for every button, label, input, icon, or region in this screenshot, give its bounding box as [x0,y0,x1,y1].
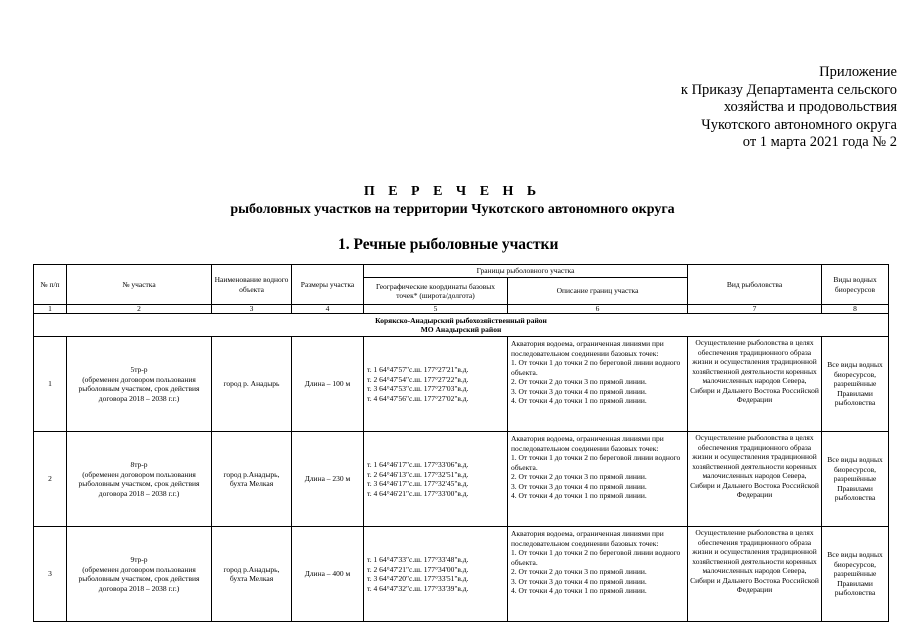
description-line: 2. От точки 2 до точки 3 по прямой линии. [511,377,647,386]
fishing-kind: Осуществление рыболовства в целях обеспечения традиционного образа жизни и осуществления традиционной хозяйственной деятельности коренных малочисленных народов Севера, Сибири и Дальнего Востока Российской Федерации [688,527,822,622]
site-number: 9тр-р [130,555,148,564]
document-subtitle: рыболовных участков на территории Чукотского автономного округа [230,202,675,217]
description-line: 1. От точки 1 до точки 2 по береговой линии водного объекта. [511,548,681,567]
description-line: 4. От точки 4 до точки 1 по прямой линии. [511,396,647,405]
coord-point: т. 1 64°47'57"с.ш. 177°27'21"в.д. [367,365,469,374]
header-row [34,265,889,278]
site-note: (обременен договором пользования рыболовным участком, срок действия договора 2018 – 2038 г.г.) [78,469,200,498]
table-row [34,432,889,527]
coord-point: т. 3 64°47'53"с.ш. 177°27'03"в.д. [367,384,469,393]
region-row [34,314,889,337]
site-cell [67,337,212,432]
description-line: 4. От точки 4 до точки 1 по прямой линии. [511,586,647,595]
description-line: Акватория водоема, ограниченная линиями при последовательном соединении базовых точек: [511,529,664,548]
header-boundaries: Границы рыболовного участка [364,265,688,278]
site-size: Длина – 230 м [292,432,364,527]
row-num: 2 [34,432,67,527]
description-line: Акватория водоема, ограниченная линиями при последовательном соединении базовых точек: [511,434,664,453]
description-line: 2. От точки 2 до точки 3 по прямой линии. [511,472,647,481]
coords-cell [364,432,508,527]
document-title: П Е Р Е Ч Е Н Ь [363,184,542,199]
fishing-kind: Осуществление рыболовства в целях обеспечения традиционного образа жизни и осуществления традиционной хозяйственной деятельности коренных малочисленных народов Севера, Сибири и Дальнего Востока Российской Федерации [688,337,822,432]
header-coords: Географические координаты базовых точек* (широта/долгота) [364,278,508,305]
description-line: 1. От точки 1 до точки 2 по береговой линии водного объекта. [511,453,681,472]
section-title: 1. Речные рыболовные участки [338,236,559,253]
coord-point: т. 4 64°46'21"с.ш. 177°33'00"в.д. [367,488,469,498]
site-number: 8тр-р [130,460,148,469]
header-water-body: Наименование водного объекта [212,265,292,305]
resources: Все виды водных биоресурсов, разрешённые Правилами рыболовства [822,337,889,432]
region-name: Корякско-Анадырский рыбохозяйственный район [375,315,547,325]
site-size: Длина – 400 м [292,527,364,622]
appendix-line: Чукотского автономного округа [701,116,897,133]
resources: Все виды водных биоресурсов, разрешённые Правилами рыболовства [822,527,889,622]
header-num: № п/п [34,265,67,305]
column-number-row [34,305,889,314]
coord-point: т. 2 64°47'54"с.ш. 177°27'22"в.д. [367,374,469,384]
row-num: 1 [34,337,67,432]
description-cell [508,337,688,432]
column-number: 7 [688,305,822,314]
site-size: Длина – 100 м [292,337,364,432]
description-cell [508,432,688,527]
header-resources: Виды водных биоресурсов [822,265,889,305]
coord-point: т. 4 64°47'56"с.ш. 177°27'02"в.д. [367,393,469,403]
appendix-header [681,64,897,152]
site-note: (обременен договором пользования рыболовным участком, срок действия договора 2018 – 2038 г.г.) [78,374,200,403]
header-fishing-kind: Вид рыболовства [688,265,822,305]
column-number: 5 [364,305,508,314]
column-number: 8 [822,305,889,314]
row-num: 3 [34,527,67,622]
appendix-line: хозяйства и продовольствия [723,99,897,115]
description-line: 3. От точки 3 до точки 4 по прямой линии. [511,576,647,586]
table-row [34,527,889,622]
header-size: Размеры участка [292,265,364,305]
column-number: 2 [67,305,212,314]
water-body: город р.Анадырь, бухта Мелкая [212,432,292,527]
fishing-kind: Осуществление рыболовства в целях обеспечения традиционного образа жизни и осуществления традиционной хозяйственной деятельности коренных малочисленных народов Севера, Сибири и Дальнего Востока Российской Федерации [688,432,822,527]
description-line: 4. От точки 4 до точки 1 по прямой линии. [511,491,647,500]
coords-cell [364,337,508,432]
site-cell [67,432,212,527]
municipality-name: МО Анадырский район [420,325,502,334]
description-line: 1. От точки 1 до точки 2 по береговой линии водного объекта. [511,358,681,377]
header-description: Описание границ участка [508,278,688,305]
coord-point: т. 1 64°46'17"с.ш. 177°33'06"в.д. [367,460,469,469]
coord-point: т. 2 64°47'21"с.ш. 177°34'00"в.д. [367,564,469,574]
description-line: 2. От точки 2 до точки 3 по прямой линии. [511,567,647,576]
appendix-line: к Приказу Департамента сельского [680,81,897,98]
appendix-line: от 1 марта 2021 года № 2 [742,134,897,150]
description-line: 3. От точки 3 до точки 4 по прямой линии. [511,481,647,491]
site-number: 5тр-р [130,365,148,374]
coord-point: т. 3 64°47'20"с.ш. 177°33'51"в.д. [367,574,469,583]
coord-point: т. 1 64°47'33"с.ш. 177°33'48"в.д. [367,555,469,564]
column-number: 4 [292,305,364,314]
column-number: 1 [34,305,67,314]
column-number: 3 [212,305,292,314]
coords-cell [364,527,508,622]
water-body: город р. Анадырь [212,337,292,432]
description-cell [508,527,688,622]
coord-point: т. 2 64°46'13"с.ш. 177°32'51"в.д. [367,469,469,479]
description-line: Акватория водоема, ограниченная линиями при последовательном соединении базовых точек: [511,339,664,358]
coord-point: т. 4 64°47'32"с.ш. 177°33'39"в.д. [367,583,469,593]
description-line: 3. От точки 3 до точки 4 по прямой линии. [511,386,647,396]
header-site-no: № участка [67,265,212,305]
table-row [34,337,889,432]
fishing-sites-table [33,264,889,622]
resources: Все виды водных биоресурсов, разрешённые Правилами рыболовства [822,432,889,527]
water-body: город р.Анадырь, бухта Мелкая [212,527,292,622]
coord-point: т. 3 64°46'17"с.ш. 177°32'45"в.д. [367,479,469,488]
site-cell [67,527,212,622]
region-cell [34,314,889,337]
site-note: (обременен договором пользования рыболовным участком, срок действия договора 2018 – 2038 г.г.) [78,564,200,593]
appendix-line: Приложение [819,64,897,80]
column-number: 6 [508,305,688,314]
